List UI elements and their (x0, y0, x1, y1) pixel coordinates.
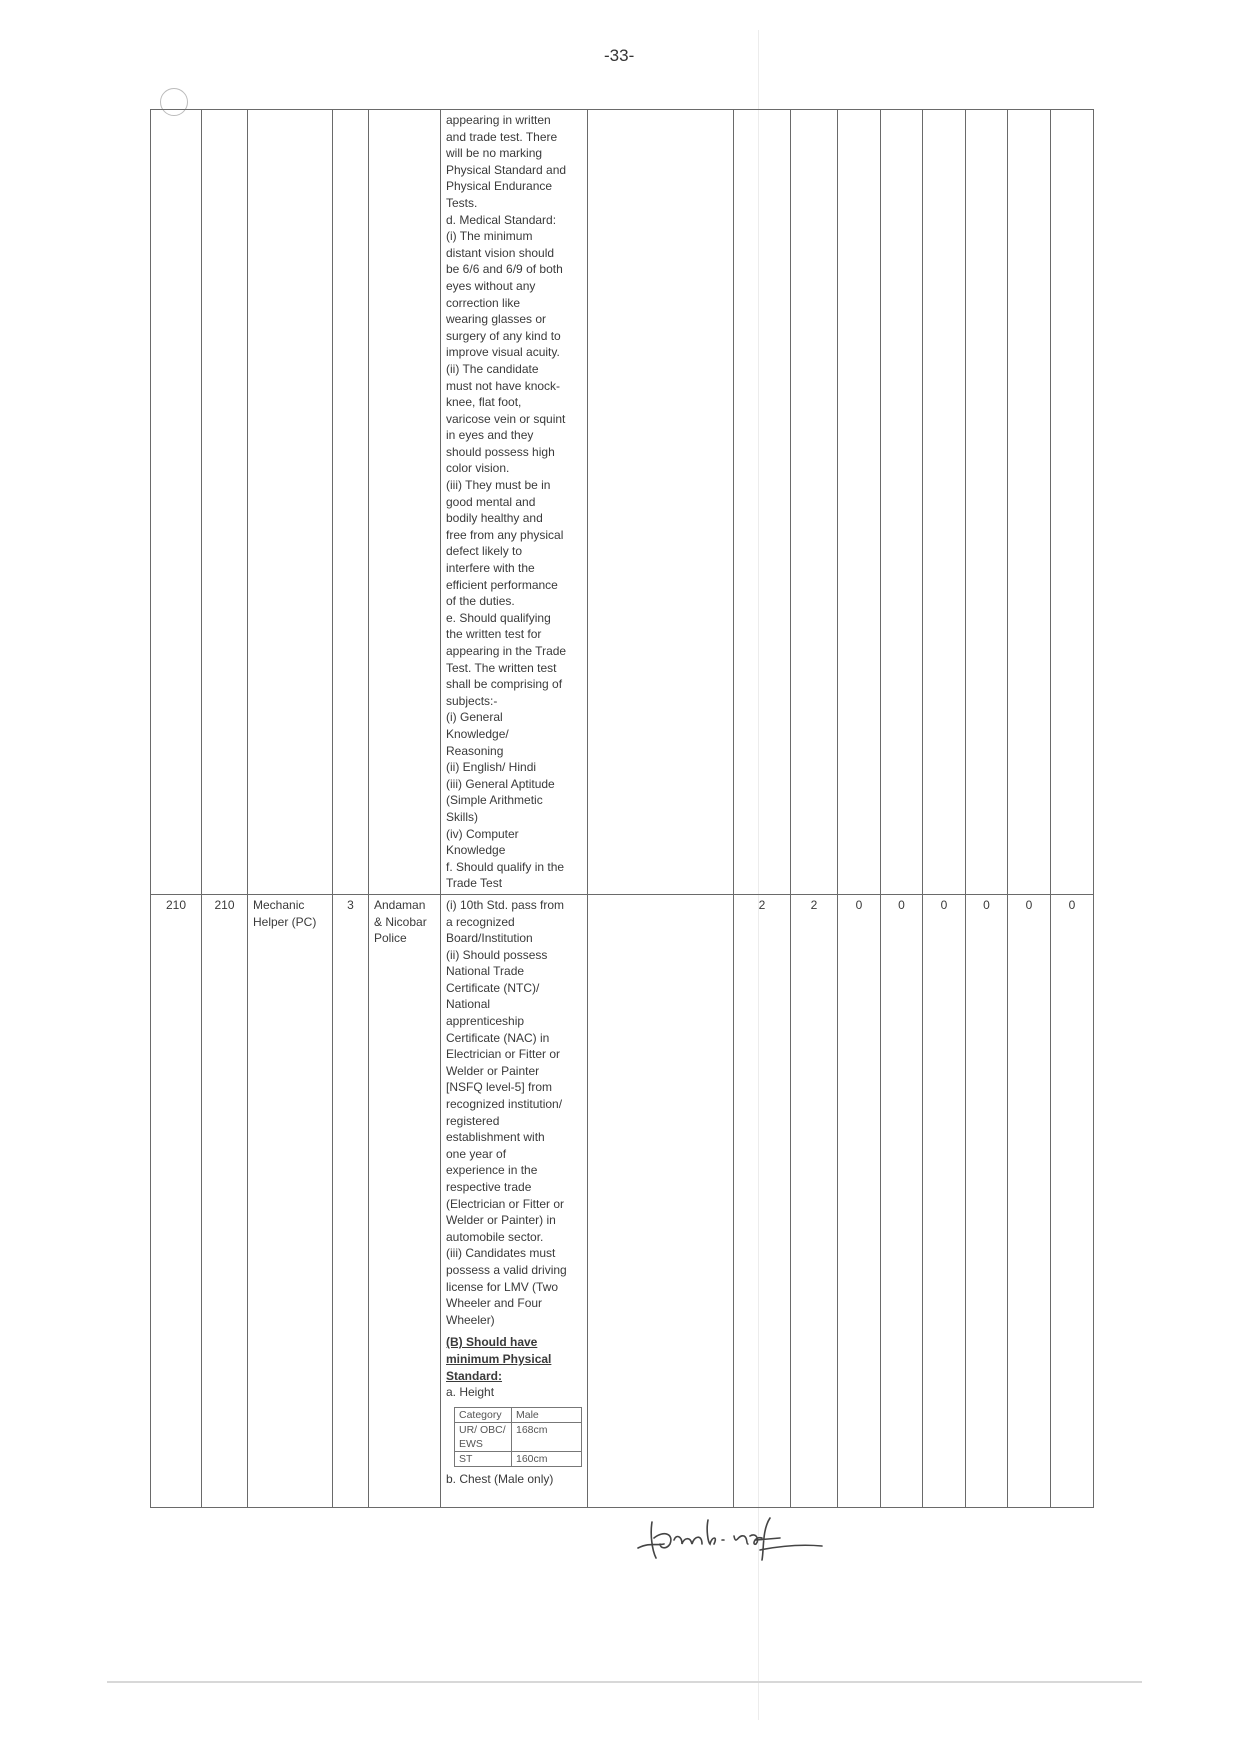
ur-count-cell (791, 110, 838, 895)
eligibility-line: apprenticeship (446, 1014, 525, 1029)
physical-standard-heading: (B) Should have (446, 1335, 538, 1350)
eligibility-line: (Simple Arithmetic (446, 793, 543, 808)
pwd-count-cell (1051, 110, 1094, 895)
eligibility-line: color vision. (446, 461, 510, 476)
eligibility-line: Welder or Painter (446, 1063, 540, 1078)
eligibility-line: experience in the (446, 1163, 538, 1178)
esm-count-cell (1008, 110, 1051, 895)
eligibility-cell (441, 110, 588, 895)
ews-count-cell: 0 (966, 894, 1008, 1507)
eligibility-line: Knowledge (446, 843, 506, 858)
eligibility-line: in eyes and they (446, 428, 534, 443)
eligibility-line: free from any physical (446, 527, 564, 542)
sc-count-cell: 0 (838, 894, 881, 1507)
eligibility-line: Knowledge/ (446, 726, 509, 741)
eligibility-line: must not have knock- (446, 378, 561, 393)
eligibility-line: d. Medical Standard: (446, 212, 557, 227)
eligibility-line: (ii) English/ Hindi (446, 760, 537, 775)
eligibility-line: recognized institution/ (446, 1097, 563, 1112)
esm-count-cell: 0 (1008, 894, 1051, 1507)
eligibility-line: (i) General (446, 710, 503, 725)
eligibility-line: Skills) (446, 809, 478, 824)
eligibility-line: Wheeler and Four (446, 1296, 543, 1311)
eligibility-line: a recognized (446, 914, 515, 929)
eligibility-line: shall be comprising of (446, 677, 563, 692)
eligibility-line: Certificate (NAC) in (446, 1030, 550, 1045)
eligibility-line: eyes without any (446, 278, 536, 293)
ur-count-cell: 2 (791, 894, 838, 1507)
post-code-cell: 210 (202, 894, 248, 1507)
eligibility-line: surgery of any kind to (446, 328, 561, 343)
eligibility-line: Certificate (NTC)/ (446, 980, 540, 995)
eligibility-line: defect likely to (446, 544, 523, 559)
eligibility-line: Trade Test (446, 876, 503, 891)
eligibility-line: bodily healthy and (446, 511, 543, 526)
eligibility-line: Physical Standard and (446, 162, 567, 177)
total-vacancy-count-cell (734, 110, 791, 895)
height-table-cell: ST (455, 1451, 512, 1466)
page-number: -33- (604, 46, 635, 65)
height-table (454, 1407, 582, 1467)
eligibility-line: subjects:- (446, 693, 498, 708)
eligibility-line: (ii) The candidate (446, 361, 539, 376)
eligibility-line: distant vision should (446, 245, 555, 260)
eligibility-line: varicose vein or squint (446, 411, 566, 426)
total-vacancy-count-cell: 2 (734, 894, 791, 1507)
eligibility-line: [NSFQ level-5] from (446, 1080, 553, 1095)
ews-count-cell (966, 110, 1008, 895)
eligibility-line: of the duties. (446, 594, 515, 609)
level-cell: 3 (333, 894, 369, 1507)
eligibility-line: National (446, 997, 491, 1012)
height-table-header: Category (455, 1407, 512, 1422)
eligibility-line: efficient performance (446, 577, 558, 592)
eligibility-line: (iii) Candidates must (446, 1246, 556, 1261)
level-cell (333, 110, 369, 895)
eligibility-line: knee, flat foot, (446, 395, 522, 410)
eligibility-line: f. Should qualify in the (446, 859, 565, 874)
eligibility-line: Board/Institution (446, 931, 533, 946)
eligibility-line: Welder or Painter) in (446, 1213, 556, 1228)
post-name-cell (248, 110, 333, 895)
eligibility-line: good mental and (446, 494, 536, 509)
obc-count-cell: 0 (923, 894, 966, 1507)
height-table-header: Male (512, 1407, 582, 1422)
st-count-cell: 0 (881, 894, 923, 1507)
post-code-cell (202, 110, 248, 895)
eligibility-line: Test. The written test (446, 660, 557, 675)
physical-standard-heading: minimum Physical (446, 1351, 552, 1366)
height-label: a. Height (446, 1385, 495, 1400)
eligibility-line: National Trade (446, 964, 525, 979)
pwd-count-cell: 0 (1051, 894, 1094, 1507)
eligibility-line: e. Should qualifying (446, 610, 551, 625)
eligibility-line: and trade test. There (446, 129, 558, 144)
page-bottom-rule (107, 1681, 1142, 1683)
eligibility-line: Reasoning (446, 743, 504, 758)
eligibility-line: (iii) General Aptitude (446, 776, 555, 791)
eligibility-line: one year of (446, 1146, 507, 1161)
eligibility-line: (Electrician or Fitter or (446, 1196, 565, 1211)
eligibility-line: should possess high (446, 444, 555, 459)
st-count-cell (881, 110, 923, 895)
eligibility-line: (ii) Should possess (446, 947, 548, 962)
eligibility-line: will be no marking (446, 146, 543, 161)
physical-standard-heading: Standard: (446, 1368, 503, 1383)
serial-number-cell: 210 (151, 894, 202, 1507)
signature (630, 1500, 830, 1570)
eligibility-line: correction like (446, 295, 521, 310)
eligibility-line: Wheeler) (446, 1312, 495, 1327)
eligibility-line: wearing glasses or (446, 312, 547, 327)
eligibility-line: interfere with the (446, 561, 535, 576)
remarks-cell (588, 894, 734, 1507)
eligibility-line: (iv) Computer (446, 826, 519, 841)
department-cell: Andaman & Nicobar Police (369, 894, 441, 1507)
eligibility-line: Tests. (446, 195, 478, 210)
height-table-cell: UR/ OBC/ EWS (455, 1422, 512, 1451)
height-table-cell: 160cm (512, 1451, 582, 1466)
table-row (151, 110, 1094, 895)
obc-count-cell (923, 110, 966, 895)
eligibility-line: the written test for (446, 627, 542, 642)
eligibility-line: Electrician or Fitter or (446, 1047, 561, 1062)
table-row (151, 894, 1094, 1507)
eligibility-line: (iii) They must be in (446, 478, 551, 493)
post-name-cell: Mechanic Helper (PC) (248, 894, 333, 1507)
eligibility-line: Physical Endurance (446, 179, 553, 194)
eligibility-line: possess a valid driving (446, 1262, 567, 1277)
eligibility-line: (i) 10th Std. pass from (446, 897, 565, 912)
eligibility-line: be 6/6 and 6/9 of both (446, 262, 563, 277)
eligibility-cell (441, 894, 588, 1507)
vacancy-table (150, 109, 1094, 1508)
eligibility-line: automobile sector. (446, 1229, 544, 1244)
eligibility-line: improve visual acuity. (446, 345, 560, 360)
chest-label: b. Chest (Male only) (446, 1471, 554, 1486)
eligibility-line: appearing in the Trade (446, 644, 567, 658)
department-cell (369, 110, 441, 895)
sc-count-cell (838, 110, 881, 895)
eligibility-line: registered (446, 1113, 500, 1128)
eligibility-line: (i) The minimum (446, 229, 533, 244)
serial-number-cell (151, 110, 202, 895)
eligibility-line: establishment with (446, 1130, 545, 1145)
eligibility-line: license for LMV (Two (446, 1279, 559, 1294)
eligibility-line: respective trade (446, 1180, 532, 1194)
height-table-cell: 168cm (512, 1422, 582, 1451)
eligibility-line: appearing in written (446, 113, 551, 127)
remarks-cell (588, 110, 734, 895)
